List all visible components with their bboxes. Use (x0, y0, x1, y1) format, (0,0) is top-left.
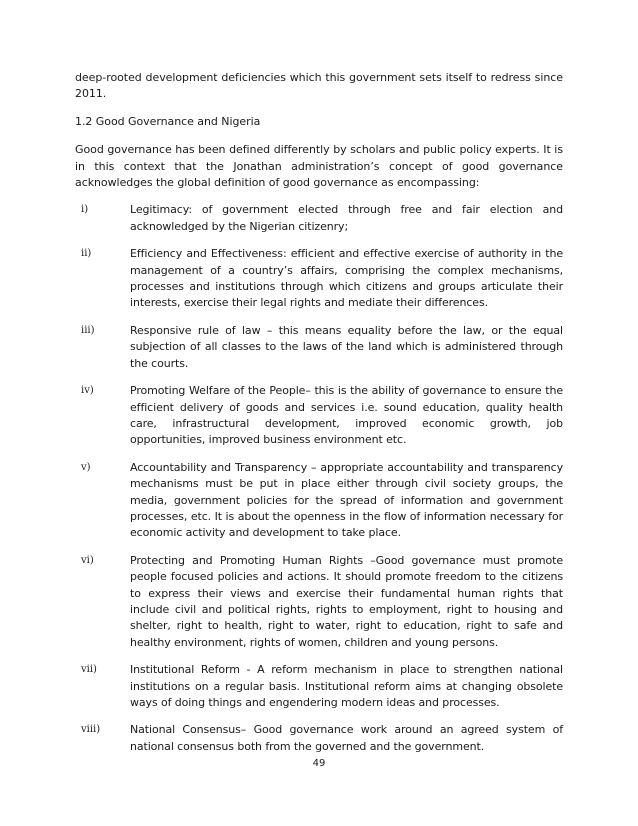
list-numeral: vii) (81, 664, 97, 676)
list-item (75, 722, 563, 755)
list-item (75, 662, 563, 711)
list-item-text: Accountability and Transparency – appropriate accountability and transparency mechanisms must be put in place either through civil society groups, the media, government policies for the spread of information and government processes, etc. It is about the openness in the flow of information necessary for economic activity and development to take place. (130, 460, 563, 540)
list-item (75, 460, 563, 542)
list-item-text: National Consensus– Good governance work around an agreed system of national consensus both from the governed and the government. (130, 723, 563, 753)
body-paragraph: Good governance has been defined differently by scholars and public policy experts. It is in this context that the Jonathan administration’s concept of good governance acknowledges the global definition of good governance as encompassing: (75, 143, 563, 190)
list-item-text: Efficiency and Effectiveness: efficient and effective exercise of authority in the management of a country’s affairs, comprising the complex mechanisms, processes and institutions through which citizens and groups articulate their interests, exercise their legal rights and mediate their differences. (130, 247, 563, 310)
list-item-text: Institutional Reform - A reform mechanism in place to strengthen national institutions on a regular basis. Institutional reform aims at changing obsolete ways of doing things and engendering modern ideas and processes. (130, 663, 563, 709)
list-numeral: vi) (81, 554, 94, 566)
intro-paragraph: deep-rooted development deficiencies which this government sets itself to redress since 2011. (75, 71, 563, 101)
list-numeral: i) (81, 204, 89, 216)
governance-list (75, 202, 563, 755)
document-page (75, 70, 563, 766)
list-item (75, 553, 563, 651)
list-item (75, 323, 563, 372)
section-heading: 1.2 Good Governance and Nigeria (75, 114, 261, 128)
list-item (75, 246, 563, 312)
list-item (75, 202, 563, 235)
list-item-text: Promoting Welfare of the People– this is the ability of governance to ensure the efficient delivery of goods and services i.e. sound education, quality health care, infrastructural development, improved economic growth, job opportunities, improved business environment etc. (130, 384, 563, 447)
list-item-text: Legitimacy: of government elected through free and fair election and acknowledged by the Nigerian citizenry; (130, 203, 563, 233)
page-number: 49 (312, 758, 326, 769)
list-item-text: Protecting and Promoting Human Rights –Good governance must promote people focused policies and actions. It should promote freedom to the citizens to express their views and exercise their fundamental human rights that include civil and political rights, rights to employment, right to housing and shelter, right to health, right to water, right to education, right to safe and healthy environment, rights of women, children and young persons. (130, 553, 563, 649)
list-item-text: Responsive rule of law – this means equality before the law, or the equal subjection of all classes to the laws of the land which is administered through the courts. (130, 323, 563, 370)
list-numeral: iii) (81, 324, 95, 336)
list-item (75, 383, 563, 449)
list-numeral: ii) (81, 248, 92, 260)
list-numeral: iv) (81, 385, 94, 397)
list-numeral: v) (81, 461, 91, 473)
list-numeral: viii) (81, 724, 101, 736)
